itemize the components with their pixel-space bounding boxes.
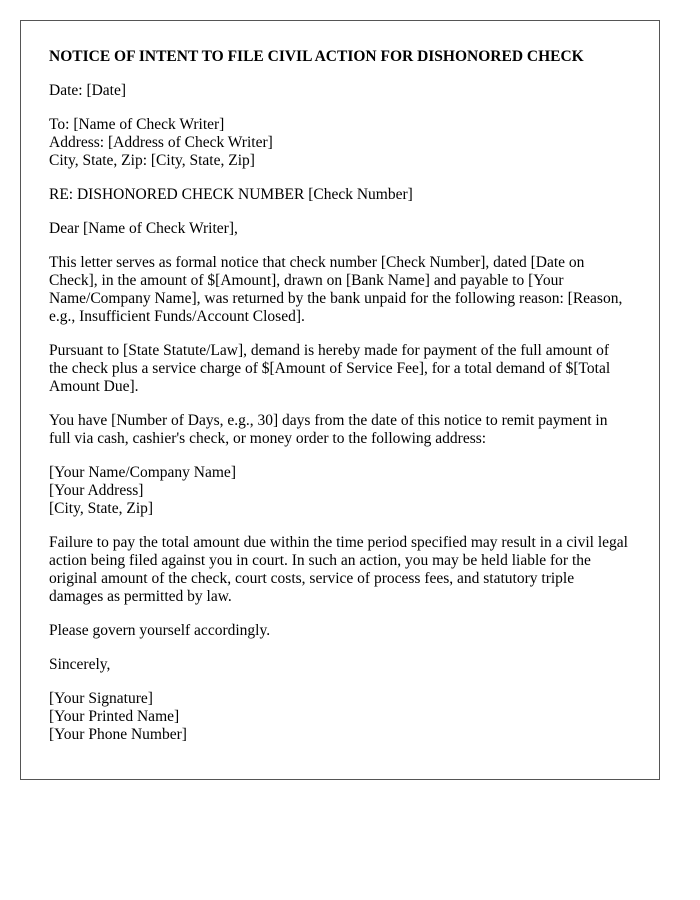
- deadline-paragraph: You have [Number of Days, e.g., 30] days from the date of this notice to remit payment in full via cash, cashier's check, or money order to the following address:: [49, 412, 608, 447]
- remit-address: [Your Address]: [49, 482, 144, 499]
- phone-number-line: [Your Phone Number]: [49, 726, 187, 743]
- letter-document: [20, 20, 660, 780]
- signature-line: [Your Signature]: [49, 690, 153, 707]
- date-line: Date: [Date]: [49, 82, 127, 99]
- salutation: Dear [Name of Check Writer],: [49, 220, 238, 237]
- letter-title: NOTICE OF INTENT TO FILE CIVIL ACTION FOR DISHONORED CHECK: [49, 48, 584, 65]
- recipient-address: Address: [Address of Check Writer]: [49, 134, 273, 151]
- re-line: RE: DISHONORED CHECK NUMBER [Check Number]: [49, 186, 413, 203]
- recipient-name: To: [Name of Check Writer]: [49, 116, 225, 133]
- notice-paragraph: This letter serves as formal notice that check number [Check Number], dated [Date on Check], in the amount of $[Amount], drawn on [Bank Name] and payable to [Your Name/Company Name], was returned by the bank unpaid for the following reason: [Reason, e.g., Insufficient Funds/Account Closed].: [49, 254, 623, 325]
- demand-paragraph: Pursuant to [State Statute/Law], demand is hereby made for payment of the full amount of the check plus a service charge of $[Amount of Service Fee], for a total demand of $[Total Amount Due].: [49, 342, 611, 395]
- recipient-city: City, State, Zip: [City, State, Zip]: [49, 152, 255, 169]
- sign-off: Sincerely,: [49, 656, 111, 673]
- signature-block: [49, 690, 631, 744]
- remit-city: [City, State, Zip]: [49, 500, 154, 517]
- printed-name-line: [Your Printed Name]: [49, 708, 180, 725]
- warning-paragraph: Failure to pay the total amount due within the time period specified may result in a civil legal action being filed against you in court. In such an action, you may be held liable for the original amount of the check, court costs, service of process fees, and statutory triple damages as permitted by law.: [49, 534, 628, 605]
- remit-name: [Your Name/Company Name]: [49, 464, 236, 481]
- recipient-block: [49, 116, 631, 170]
- closing-remark: Please govern yourself accordingly.: [49, 622, 271, 639]
- remit-address-block: [49, 464, 631, 518]
